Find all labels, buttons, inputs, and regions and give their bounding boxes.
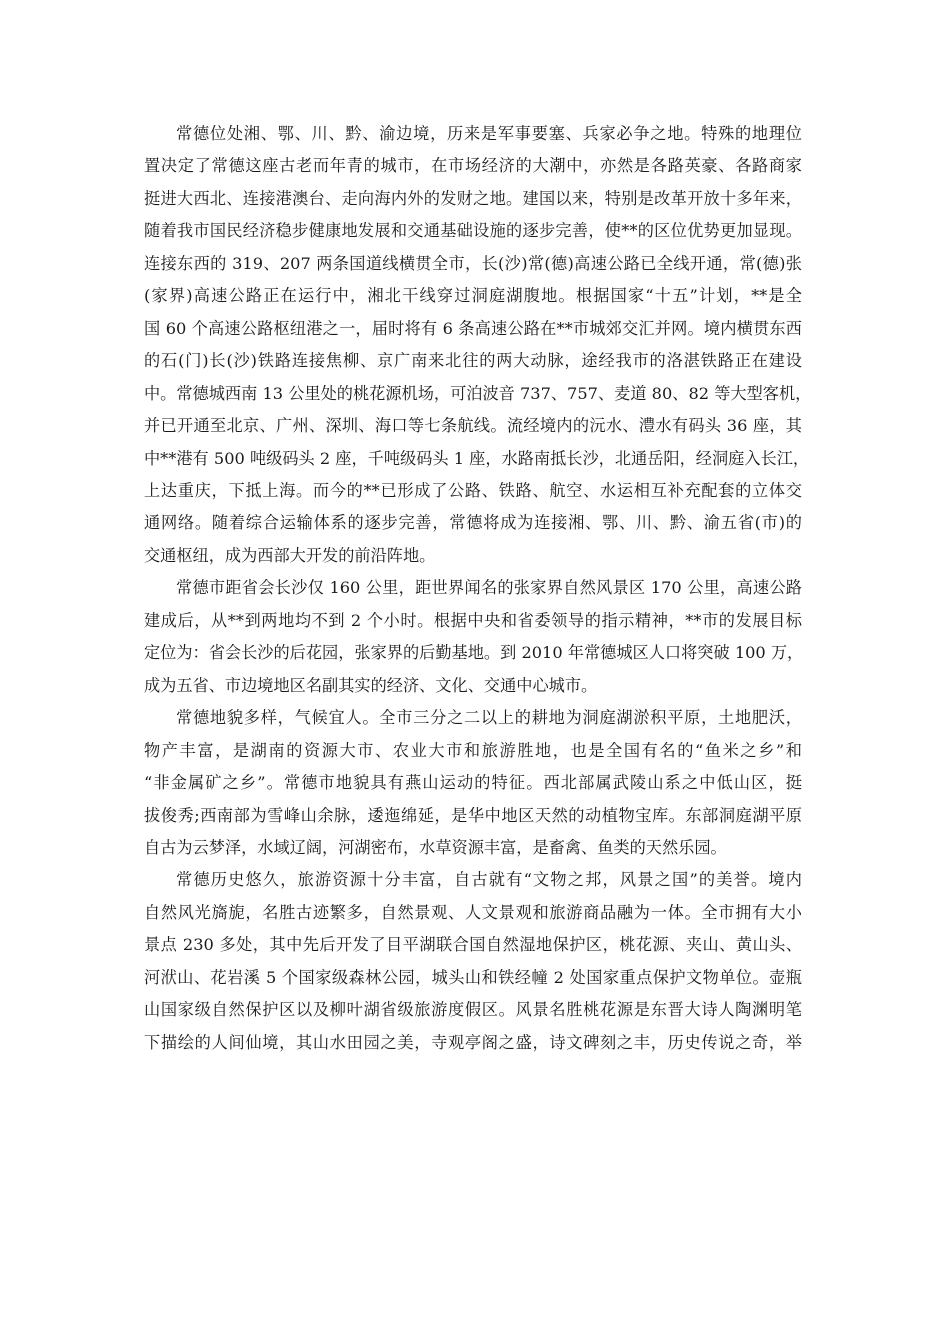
- paragraph-2: [144, 572, 802, 702]
- text-line: 中。常德城西南 13 公里处的桃花源机场，可泊波音 737、757、麦道 80、82 等大型客机，: [144, 383, 812, 403]
- text-line: 下描绘的人间仙境，其山水田园之美，寺观亭阁之盛，诗文碑刻之丰，历史传说之奇，举: [144, 1032, 802, 1052]
- text-line: 自古为云梦泽，水域辽阔，河湖密布，水草资源丰富，是畜禽、鱼类的天然乐园。: [144, 837, 727, 857]
- paragraph-4: [144, 864, 802, 1059]
- document-body: [144, 118, 812, 1059]
- text-line: 山国家级自然保护区以及柳叶湖省级旅游度假区。风景名胜桃花源是东晋大诗人陶渊明笔: [144, 1000, 802, 1020]
- text-line: 定位为：省会长沙的后花园，张家界的后勤基地。到 2010 年常德城区人口将突破 100 万，: [144, 643, 804, 663]
- text-line: 通网络。随着综合运输体系的逐步完善，常德将成为连接湘、鄂、川、黔、渝五省(市)的: [144, 513, 802, 533]
- paragraph-3: [144, 702, 802, 864]
- text-line: 自然风光旖旎，名胜古迹繁多，自然景观、人文景观和旅游商品融为一体。全市拥有大小: [144, 902, 802, 922]
- text-line: 常德市距省会长沙仅 160 公里，距世界闻名的张家界自然风景区 170 公里，高速公路: [176, 578, 802, 598]
- text-line: 常德位处湘、鄂、川、黔、渝边境，历来是军事要塞、兵家必争之地。特殊的地理位: [176, 124, 802, 143]
- text-line: 物产丰富，是湖南的资源大市、农业大市和旅游胜地，也是全国有名的“鱼米之乡”和: [144, 740, 802, 760]
- text-line: 中**港有 500 吨级码头 2 座，千吨级码头 1 座，水路南抵长沙，北通岳阳，经洞庭入长江，: [144, 448, 810, 468]
- text-line: 常德历史悠久，旅游资源十分丰富，自古就有“文物之邦，风景之国”的美誉。境内: [176, 870, 802, 890]
- text-line: 的石(门)长(沙)铁路连接焦柳、京广南来北往的两大动脉，途经我市的洛湛铁路正在建设: [144, 351, 802, 371]
- text-line: (家界)高速公路正在运行中，湘北干线穿过洞庭湖腹地。根据国家“十五”计划，**是全: [144, 286, 802, 306]
- text-line: 交通枢纽，成为西部大开发的前沿阵地。: [144, 545, 436, 565]
- text-line: 并已开通至北京、广州、深圳、海口等七条航线。流经境内的沅水、澧水有码头 36 座，其: [144, 416, 802, 436]
- text-line: 挺进大西北、连接港澳台、走向海内外的发财之地。建国以来，特别是改革开放十多年来，: [144, 188, 802, 208]
- text-line: 随着我市国民经济稳步健康地发展和交通基础设施的逐步完善，使**的区位优势更加显现。: [144, 221, 802, 241]
- text-line: 建成后，从**到两地均不到 2 个小时。根据中央和省委领导的指示精神，**市的发展目标: [144, 610, 802, 630]
- text-line: 连接东西的 319、207 两条国道线横贯全市，长(沙)常(德)高速公路已全线开通，常(德)张: [144, 253, 802, 273]
- text-line: 河洑山、花岩溪 5 个国家级森林公园，城头山和铁经幢 2 处国家重点保护文物单位。壶瓶: [144, 967, 802, 987]
- paragraph-1: [144, 118, 812, 572]
- text-line: “非金属矿之乡”。常德市地貌具有燕山运动的特征。西北部属武陵山系之中低山区，挺: [144, 773, 802, 793]
- text-line: 景点 230 多处，其中先后开发了目平湖联合国自然湿地保护区，桃花源、夹山、黄山头、: [144, 935, 802, 955]
- text-line: 成为五省、市边境地区名副其实的经济、文化、交通中心城市。: [144, 675, 598, 695]
- text-line: 常德地貌多样，气候宜人。全市三分之二以上的耕地为洞庭湖淤积平原，土地肥沃，: [176, 708, 802, 728]
- text-line: 拔俊秀;西南部为雪峰山余脉，逶迤绵延，是华中地区天然的动植物宝库。东部洞庭湖平原: [144, 805, 802, 825]
- text-line: 上达重庆，下抵上海。而今的**已形成了公路、铁路、航空、水运相互补充配套的立体交: [144, 480, 802, 500]
- text-line: 置决定了常德这座古老而年青的城市，在市场经济的大潮中，亦然是各路英豪、各路商家: [144, 156, 802, 176]
- text-line: 国 60 个高速公路枢纽港之一，届时将有 6 条高速公路在**市城郊交汇并网。境内横贯东西: [144, 318, 802, 338]
